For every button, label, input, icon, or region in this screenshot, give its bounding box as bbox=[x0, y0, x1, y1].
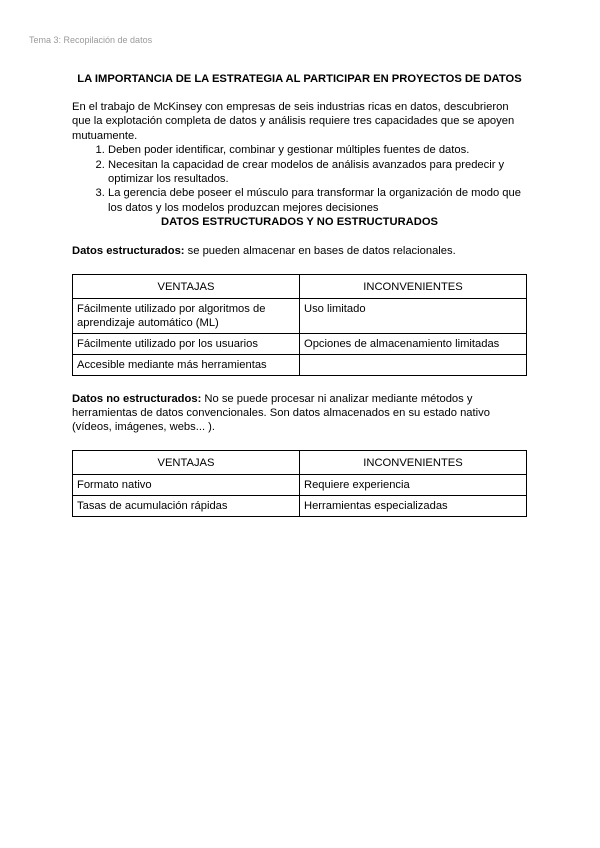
list-item: 2. Necesitan la capacidad de crear modelos de análisis avanzados para predecir y optimizar los resultados. bbox=[108, 158, 527, 187]
table-cell: Requiere experiencia bbox=[300, 474, 527, 495]
structured-definition bbox=[72, 244, 527, 258]
unstructured-definition bbox=[72, 392, 527, 435]
table-cell: Tasas de acumulación rápidas bbox=[73, 495, 300, 516]
unstructured-definition-text: No se puede procesar ni analizar mediante métodos y herramientas de datos convencionales. Son datos almacenados en su estado nativo (vídeos, imágenes, webs... ). bbox=[72, 392, 490, 434]
table-cell: Herramientas especializadas bbox=[300, 495, 527, 516]
table-header-row bbox=[73, 450, 527, 474]
table-cell: Accesible mediante más herramientas bbox=[73, 354, 300, 375]
structured-definition-text: se pueden almacenar en bases de datos relacionales. bbox=[184, 245, 456, 258]
structured-term: Datos estructurados: bbox=[72, 245, 185, 258]
list-item: 1. Deben poder identificar, combinar y gestionar múltiples fuentes de datos. bbox=[108, 143, 527, 157]
list-item: 3. La gerencia debe poseer el músculo para transformar la organización de modo que los datos y los modelos produzcan mejores decisiones bbox=[108, 186, 527, 215]
table-row bbox=[73, 298, 527, 333]
running-header: Tema 3: Recopilación de datos bbox=[29, 35, 153, 45]
column-header-disadvantages: INCONVENIENTES bbox=[300, 450, 527, 474]
table-row bbox=[73, 333, 527, 354]
table-row bbox=[73, 474, 527, 495]
column-header-advantages: VENTAJAS bbox=[73, 274, 300, 298]
unstructured-term: Datos no estructurados: bbox=[72, 392, 202, 405]
section-title-data-types: DATOS ESTRUCTURADOS Y NO ESTRUCTURADOS bbox=[160, 216, 438, 229]
intro-paragraph: En el trabajo de McKinsey con empresas de seis industrias ricas en datos, descubrieron que la explotación completa de datos y análisis requiere tres capacidades que se apoyen mutuamente. bbox=[72, 101, 515, 142]
table-cell: Opciones de almacenamiento limitadas bbox=[300, 333, 527, 354]
unstructured-table bbox=[72, 450, 527, 517]
table-cell: Fácilmente utilizado por algoritmos de aprendizaje automático (ML) bbox=[73, 298, 300, 333]
column-header-advantages: VENTAJAS bbox=[73, 450, 300, 474]
structured-table bbox=[72, 274, 527, 376]
table-cell: Fácilmente utilizado por los usuarios bbox=[73, 333, 300, 354]
table-cell bbox=[300, 354, 527, 375]
table-row bbox=[73, 495, 527, 516]
table-cell: Uso limitado bbox=[300, 298, 527, 333]
table-cell: Formato nativo bbox=[73, 474, 300, 495]
column-header-disadvantages: INCONVENIENTES bbox=[300, 274, 527, 298]
capabilities-list bbox=[72, 143, 527, 215]
table-header-row bbox=[73, 274, 527, 298]
section-title-strategy: LA IMPORTANCIA DE LA ESTRATEGIA AL PARTICIPAR EN PROYECTOS DE DATOS bbox=[77, 73, 522, 85]
table-row bbox=[73, 354, 527, 375]
page-content bbox=[72, 72, 527, 517]
